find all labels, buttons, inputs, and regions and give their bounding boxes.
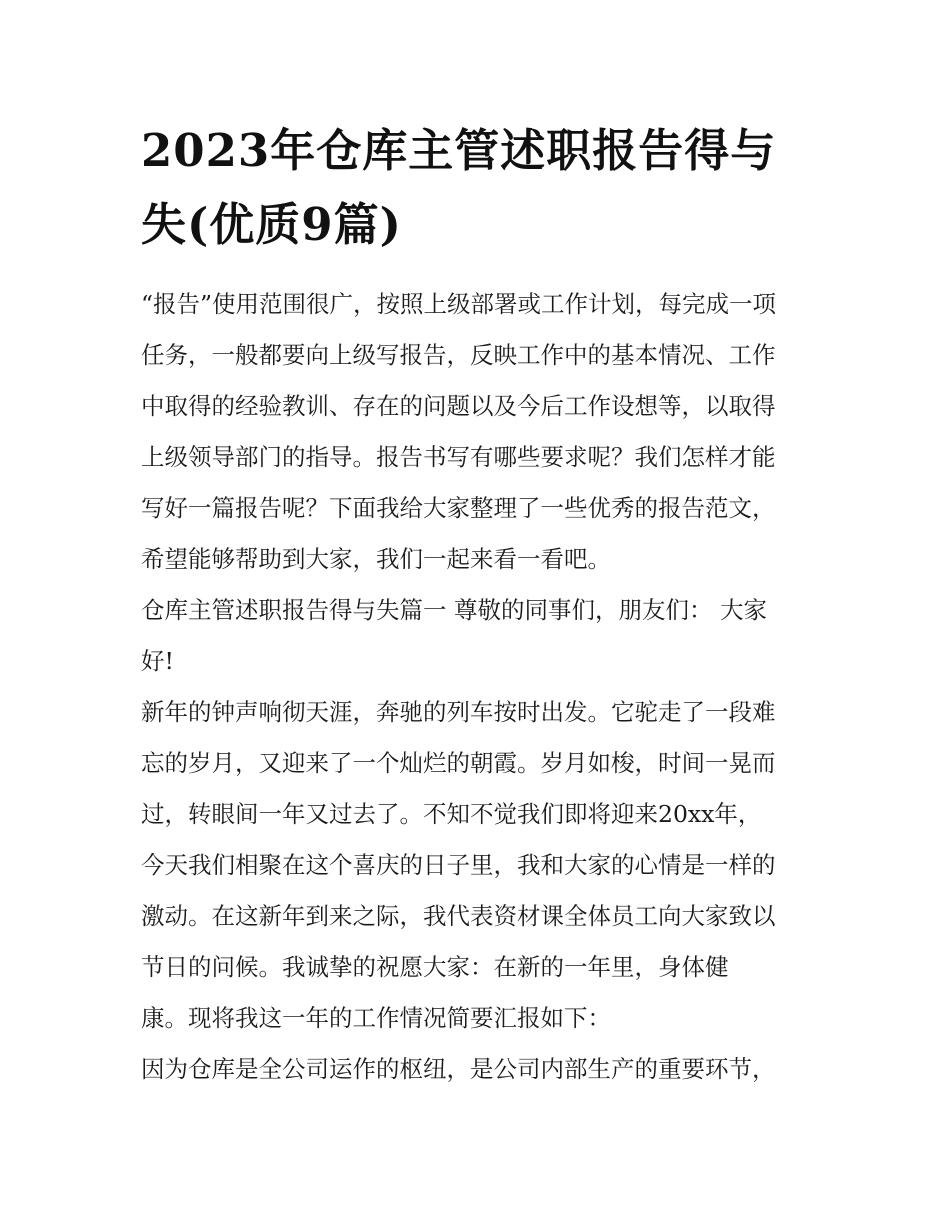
text-line: 仓库主管述职报告得与失篇一 尊敬的同事们，朋友们： 大家 [141,596,767,624]
text-line: 写好一篇报告呢？下面我给大家整理了一些优秀的报告范文， [141,494,776,522]
text-line: 希望能够帮助到大家，我们一起来看一看吧。 [141,545,611,573]
text-line: 节日的问候。我诚挚的祝愿大家：在新的一年里，身体健 [141,953,729,981]
text-line: “报告”使用范围很广，按照上级部署或工作计划，每完成一项 [141,290,777,318]
text-line: 康。现将我这一年的工作情况简要汇报如下： [141,1004,611,1032]
body-paragraph [141,1044,831,1095]
text-line: 任务，一般都要向上级写报告，反映工作中的基本情况、工作 [141,341,776,369]
text-line: 上级领导部门的指导。报告书写有哪些要求呢？我们怎样才能 [141,443,776,471]
text-line: 过，转眼间一年又过去了。不知不觉我们即将迎来20xx年， [141,800,762,828]
text-line: 激动。在这新年到来之际，我代表资材课全体员工向大家致以 [141,902,776,930]
text-line: 好! [141,647,174,675]
text-line: 新年的钟声响彻天涯，奔驰的列车按时出发。它驼走了一段难 [141,698,776,726]
title-line: 失(优质9篇) [141,198,402,251]
intro-paragraph [141,279,831,585]
text-line: 中取得的经验教训、存在的问题以及今后工作设想等，以取得 [141,392,776,420]
text-line: 今天我们相聚在这个喜庆的日子里，我和大家的心情是一样的 [141,851,776,879]
document-body [141,279,831,1095]
text-line: 因为仓库是全公司运作的枢纽，是公司内部生产的重要环节， [141,1055,776,1083]
document-title [141,114,821,262]
text-line: 忘的岁月，又迎来了一个灿烂的朝霞。岁月如梭，时间一晃而 [141,749,776,777]
body-paragraph [141,687,831,1044]
title-line: 2023年仓库主管述职报告得与 [141,124,777,177]
section-heading-paragraph [141,585,831,687]
